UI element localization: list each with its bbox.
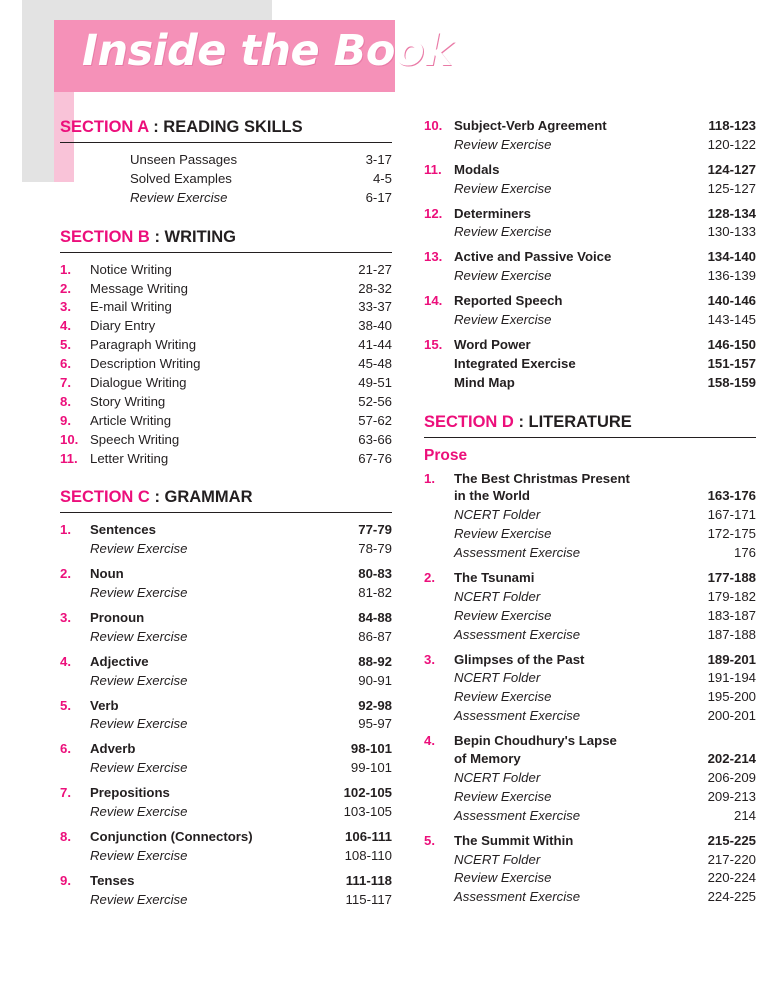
toc-title: Assessment Exercise [454, 626, 581, 642]
toc-number: 6. [60, 741, 71, 757]
toc-number: 2. [60, 280, 71, 296]
toc-row[interactable] [424, 608, 756, 625]
toc-row[interactable] [424, 589, 756, 606]
toc-pages: 88-92 [358, 653, 392, 669]
right-column [424, 118, 756, 908]
toc-row[interactable] [424, 162, 756, 179]
toc-number: 5. [424, 832, 435, 848]
toc-row[interactable] [60, 432, 392, 449]
toc-pages: 115-117 [345, 891, 392, 907]
section-c-rows [60, 522, 392, 908]
toc-pages: 163-176 [707, 488, 756, 504]
toc-pages: 63-66 [358, 431, 392, 447]
toc-row[interactable] [60, 804, 392, 821]
toc-pages: 136-139 [707, 268, 756, 284]
toc-title: Notice Writing [90, 261, 172, 277]
toc-title: Assessment Exercise [454, 807, 581, 823]
toc-pages: 125-127 [707, 180, 756, 196]
toc-title: Review Exercise [454, 268, 552, 284]
toc-pages: 134-140 [707, 249, 756, 265]
toc-row[interactable] [424, 852, 756, 869]
toc-row[interactable] [424, 770, 756, 787]
toc-title: Solved Examples [130, 170, 232, 186]
toc-pages: 176 [733, 545, 756, 561]
toc-pages: 179-182 [707, 588, 756, 604]
toc-row[interactable] [424, 808, 756, 825]
toc-pages: 98-101 [350, 741, 392, 757]
toc-title: Review Exercise [454, 136, 552, 152]
toc-title: Review Exercise [90, 672, 188, 688]
toc-pages: 45-48 [358, 356, 392, 372]
toc-row[interactable] [60, 522, 392, 539]
toc-title: Review Exercise [90, 628, 188, 644]
toc-pages: 167-171 [707, 507, 756, 523]
toc-title: Noun [90, 566, 124, 582]
toc-pages: 158-159 [707, 374, 756, 390]
toc-row[interactable] [60, 829, 392, 846]
toc-title: Sentences [90, 522, 156, 538]
toc-title: The Best Christmas Present [454, 470, 630, 486]
toc-row[interactable] [60, 281, 392, 298]
toc-row[interactable] [424, 224, 756, 241]
toc-title: Review Exercise [90, 541, 188, 557]
toc-pages: 38-40 [358, 318, 392, 334]
toc-number: 11. [60, 450, 78, 466]
toc-title: Active and Passive Voice [454, 249, 612, 265]
section-name: : GRAMMAR [154, 488, 253, 507]
toc-pages: 41-44 [358, 337, 392, 353]
toc-title: Review Exercise [454, 312, 552, 328]
toc-row[interactable] [60, 610, 392, 627]
toc-title: Reported Speech [454, 293, 563, 309]
section-label: SECTION D [424, 412, 514, 431]
toc-row[interactable] [60, 318, 392, 335]
section-b-rows [60, 262, 392, 468]
toc-row[interactable] [424, 670, 756, 687]
toc-title: Review Exercise [454, 607, 552, 623]
toc-title: Modals [454, 161, 500, 177]
toc-row[interactable] [60, 673, 392, 690]
toc-pages: 151-157 [707, 355, 756, 371]
toc-pages: 33-37 [358, 299, 392, 315]
toc-title: Dialogue Writing [90, 375, 187, 391]
toc-number: 13. [424, 249, 443, 265]
toc-pages: 92-98 [358, 697, 392, 713]
toc-row[interactable] [424, 708, 756, 725]
toc-title: E-mail Writing [90, 299, 172, 315]
toc-title: NCERT Folder [454, 851, 541, 867]
toc-pages: 206-209 [707, 769, 756, 785]
toc-title: in the World [454, 488, 530, 504]
section-name: : WRITING [154, 227, 237, 246]
toc-row[interactable] [424, 733, 756, 750]
toc-number: 5. [60, 337, 71, 353]
toc-number: 14. [424, 293, 443, 309]
toc-row[interactable] [424, 181, 756, 198]
toc-row[interactable] [424, 751, 756, 768]
toc-pages: 95-97 [358, 716, 392, 732]
toc-title: Review Exercise [90, 716, 188, 732]
toc-row[interactable] [424, 889, 756, 906]
toc-title: Review Exercise [454, 526, 552, 542]
toc-row[interactable] [424, 507, 756, 524]
toc-row[interactable] [424, 526, 756, 543]
toc-row[interactable] [424, 249, 756, 266]
toc-title: Determiners [454, 205, 531, 221]
toc-pages: 67-76 [358, 450, 392, 466]
toc-number: 4. [424, 733, 435, 749]
toc-title: Review Exercise [454, 224, 552, 240]
toc-title: Review Exercise [90, 585, 188, 601]
toc-number: 4. [60, 318, 71, 334]
toc-title: Unseen Passages [130, 152, 238, 167]
toc-row[interactable] [60, 629, 392, 646]
toc-row[interactable] [60, 152, 392, 169]
toc-title: Review Exercise [454, 788, 552, 804]
toc-pages: 6-17 [365, 189, 392, 205]
toc-title: Subject-Verb Agreement [454, 118, 607, 133]
toc-row[interactable] [424, 627, 756, 644]
toc-number: 7. [60, 785, 71, 801]
toc-title: Letter Writing [90, 450, 169, 466]
toc-pages: 215-225 [707, 832, 756, 848]
toc-title: Prepositions [90, 785, 170, 801]
toc-title: Bepin Choudhury's Lapse [454, 733, 617, 749]
toc-pages: 78-79 [358, 541, 392, 557]
toc-row[interactable] [424, 337, 756, 354]
toc-title: Speech Writing [90, 431, 180, 447]
toc-pages: 130-133 [707, 224, 756, 240]
toc-title: Assessment Exercise [454, 889, 581, 905]
toc-row[interactable] [424, 312, 756, 329]
toc-title: NCERT Folder [454, 588, 541, 604]
toc-title: Review Exercise [454, 689, 552, 705]
toc-number: 9. [60, 872, 71, 888]
toc-title: Verb [90, 697, 119, 713]
toc-row[interactable] [424, 356, 756, 373]
toc-row[interactable] [60, 892, 392, 909]
toc-pages: 209-213 [707, 788, 756, 804]
toc-number: 12. [424, 205, 443, 221]
toc-row[interactable] [424, 870, 756, 887]
toc-pages: 177-188 [707, 570, 756, 586]
toc-pages: 214 [733, 807, 756, 823]
toc-pages: 103-105 [343, 804, 392, 820]
toc-pages: 195-200 [707, 689, 756, 705]
toc-title: Article Writing [90, 412, 172, 428]
toc-title: Review Exercise [90, 804, 188, 820]
toc-number: 8. [60, 828, 71, 844]
toc-number: 3. [60, 299, 71, 315]
decor-gray-top-bar [22, 0, 272, 20]
toc-title: Assessment Exercise [454, 708, 581, 724]
left-column [60, 118, 392, 911]
section-label: SECTION C [60, 488, 150, 507]
toc-pages: 220-224 [707, 870, 756, 886]
toc-pages: 191-194 [707, 670, 756, 686]
toc-pages: 124-127 [707, 161, 756, 177]
toc-title: Assessment Exercise [454, 545, 581, 561]
toc-number: 7. [60, 375, 71, 391]
toc-title: Story Writing [90, 393, 166, 409]
toc-pages: 57-62 [358, 412, 392, 428]
toc-pages: 77-79 [358, 522, 392, 538]
toc-pages: 90-91 [358, 672, 392, 688]
toc-pages: 4-5 [372, 170, 392, 186]
toc-pages: 99-101 [350, 760, 392, 776]
toc-number: 1. [424, 470, 435, 486]
section-name: : LITERATURE [518, 412, 632, 431]
toc-pages: 128-134 [707, 205, 756, 221]
section-label: SECTION B [60, 227, 150, 246]
toc-row[interactable] [60, 262, 392, 279]
toc-row[interactable] [60, 413, 392, 430]
toc-row[interactable] [424, 375, 756, 392]
section-header-a [60, 118, 392, 143]
toc-row[interactable] [60, 541, 392, 558]
toc-row[interactable] [60, 654, 392, 671]
toc-row[interactable] [424, 488, 756, 505]
toc-pages: 86-87 [358, 628, 392, 644]
toc-title: Mind Map [454, 374, 515, 390]
toc-row[interactable] [60, 337, 392, 354]
toc-number: 8. [60, 393, 71, 409]
toc-row[interactable] [60, 760, 392, 777]
toc-pages: 106-111 [345, 828, 392, 844]
toc-pages: 80-83 [358, 566, 392, 582]
toc-title: Glimpses of the Past [454, 651, 585, 667]
toc-number: 11. [424, 161, 442, 177]
toc-number: 3. [60, 610, 71, 626]
toc-title: Review Exercise [90, 847, 188, 863]
toc-pages: 143-145 [707, 312, 756, 328]
toc-pages: 111-118 [345, 872, 392, 888]
toc-title: Paragraph Writing [90, 337, 197, 353]
toc-pages: 49-51 [358, 375, 392, 391]
toc-pages: 224-225 [707, 889, 756, 905]
toc-number: 10. [424, 118, 443, 133]
toc-row[interactable] [424, 293, 756, 310]
toc-title: Adjective [90, 653, 149, 669]
toc-row[interactable] [60, 785, 392, 802]
toc-number: 4. [60, 653, 71, 669]
toc-title: The Tsunami [454, 570, 535, 586]
section-d-rows [424, 471, 756, 907]
toc-title: Message Writing [90, 280, 188, 296]
toc-row[interactable] [424, 137, 756, 154]
toc-row[interactable] [424, 570, 756, 587]
toc-title: Description Writing [90, 356, 201, 372]
toc-row[interactable] [60, 741, 392, 758]
toc-row[interactable] [424, 268, 756, 285]
subsection-heading-prose: Prose [424, 446, 468, 464]
toc-title: Review Exercise [90, 891, 188, 907]
toc-title: The Summit Within [454, 832, 574, 848]
toc-pages: 146-150 [707, 336, 756, 352]
toc-pages: 84-88 [358, 610, 392, 626]
toc-number: 2. [60, 566, 71, 582]
toc-row[interactable] [60, 299, 392, 316]
toc-number: 6. [60, 356, 71, 372]
toc-row[interactable] [60, 356, 392, 373]
toc-pages: 3-17 [365, 152, 392, 167]
toc-title: Pronoun [90, 610, 145, 626]
toc-number: 2. [424, 570, 435, 586]
toc-title: of Memory [454, 751, 521, 767]
toc-pages: 200-201 [707, 708, 756, 724]
toc-pages: 140-146 [707, 293, 756, 309]
toc-number: 9. [60, 412, 71, 428]
toc-number: 5. [60, 697, 71, 713]
decor-gray-left-bar [22, 20, 54, 182]
toc-row[interactable] [424, 689, 756, 706]
toc-pages: 52-56 [358, 393, 392, 409]
toc-row[interactable] [424, 545, 756, 562]
toc-pages: 189-201 [707, 651, 756, 667]
toc-row[interactable] [60, 171, 392, 188]
toc-row[interactable] [424, 471, 756, 488]
toc-title: Adverb [90, 741, 136, 757]
toc-row[interactable] [60, 873, 392, 890]
toc-title: Word Power [454, 336, 531, 352]
section-header-c [60, 488, 392, 513]
toc-title: Conjunction (Connectors) [90, 828, 253, 844]
toc-pages: 120-122 [707, 136, 756, 152]
toc-row[interactable] [424, 833, 756, 850]
toc-row[interactable] [424, 118, 756, 135]
toc-title: Tenses [90, 872, 135, 888]
section-label: SECTION A [60, 118, 149, 136]
toc-row[interactable] [60, 848, 392, 865]
toc-number: 15. [424, 336, 443, 352]
toc-pages: 187-188 [707, 626, 756, 642]
toc-row[interactable] [60, 451, 392, 468]
toc-row[interactable] [60, 190, 392, 207]
toc-row[interactable] [60, 585, 392, 602]
toc-title: Review Exercise [90, 760, 188, 776]
section-header-b [60, 228, 392, 253]
toc-pages: 172-175 [707, 526, 756, 542]
section-header-d [424, 413, 756, 438]
toc-pages: 81-82 [358, 585, 392, 601]
section-a-rows [60, 152, 392, 207]
toc-pages: 202-214 [707, 751, 756, 767]
toc-title: Review Exercise [454, 870, 552, 886]
toc-row[interactable] [60, 698, 392, 715]
toc-title: NCERT Folder [454, 769, 541, 785]
toc-number: 1. [60, 261, 71, 277]
toc-number: 10. [60, 431, 79, 447]
toc-pages: 217-220 [707, 851, 756, 867]
toc-row[interactable] [424, 206, 756, 223]
toc-title: Review Exercise [130, 189, 228, 205]
toc-number: 3. [424, 651, 435, 667]
section-c-continued-rows [424, 118, 756, 392]
toc-pages: 108-110 [344, 847, 392, 863]
toc-row[interactable] [60, 375, 392, 392]
toc-title: Integrated Exercise [454, 355, 576, 371]
page-title: Inside the Book [82, 26, 453, 76]
toc-title: NCERT Folder [454, 507, 541, 523]
section-name: : READING SKILLS [153, 118, 303, 136]
toc-pages: 183-187 [707, 607, 756, 623]
toc-row[interactable] [424, 789, 756, 806]
toc-title: Review Exercise [454, 180, 552, 196]
toc-row[interactable] [60, 566, 392, 583]
toc-title: Diary Entry [90, 318, 156, 334]
toc-pages: 21-27 [358, 261, 392, 277]
toc-pages: 118-123 [708, 118, 756, 133]
toc-pages: 28-32 [358, 280, 392, 296]
toc-number: 1. [60, 522, 71, 538]
toc-row[interactable] [424, 652, 756, 669]
toc-row[interactable] [60, 394, 392, 411]
toc-row[interactable] [60, 716, 392, 733]
toc-pages: 102-105 [343, 785, 392, 801]
toc-title: NCERT Folder [454, 670, 541, 686]
